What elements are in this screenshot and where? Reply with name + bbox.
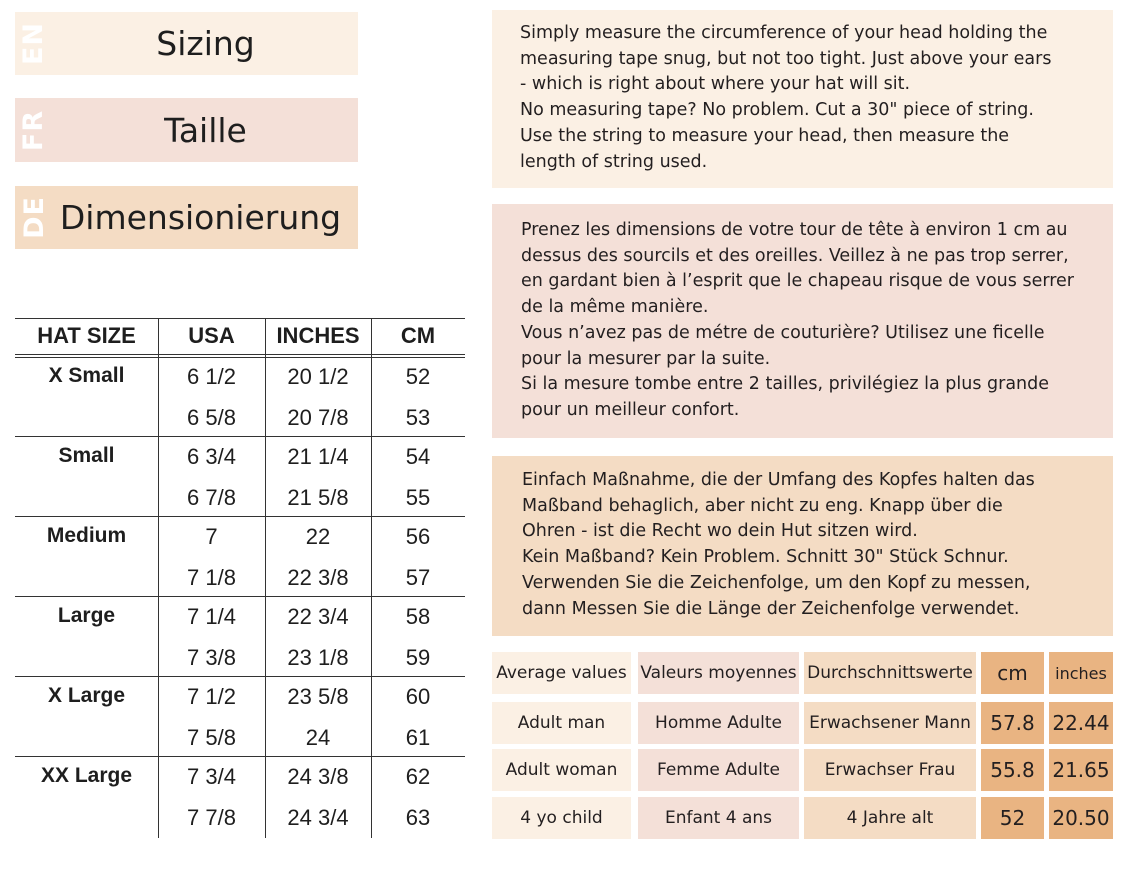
cm-size-cell: 53	[405, 405, 431, 430]
lang-code-en: EN	[18, 21, 50, 66]
inches-size-cell: 20 1/2	[287, 364, 349, 389]
table-header-rule	[15, 357, 465, 358]
table-top-rule	[15, 318, 465, 319]
lang-code-fr: FR	[18, 109, 50, 151]
hat-size-label: X Large	[47, 684, 126, 707]
avg-header-cell: Valeurs moyennes	[638, 652, 799, 694]
cm-size-cell: 52	[405, 364, 431, 389]
table-header-cell: HAT SIZE	[37, 323, 136, 348]
description-line: Verwenden Sie die Zeichenfolge, um den Kopf zu messen,	[522, 572, 1031, 593]
cm-size-cell: 55	[405, 485, 431, 510]
usa-size-cell: 7 1/8	[187, 565, 236, 590]
cm-size-cell: 60	[405, 684, 431, 709]
cm-size-cell: 61	[405, 725, 431, 750]
cm-size-cell: 54	[405, 444, 431, 469]
description-de	[492, 456, 1113, 636]
hat-size-label: Large	[57, 604, 116, 627]
description-line: Maßband behaglich, aber nicht zu eng. Knapp über die	[522, 495, 1003, 516]
lang-title-de: Dimensionierung	[59, 198, 342, 237]
description-line: pour la mesurer par la suite.	[521, 348, 771, 369]
usa-size-cell: 7 3/8	[187, 645, 236, 670]
table-row-divider	[15, 436, 465, 437]
description-line: length of string used.	[520, 151, 708, 172]
table-header-cell: INCHES	[276, 323, 360, 348]
inches-size-cell: 24 3/8	[287, 764, 349, 789]
cm-size-cell: 59	[405, 645, 431, 670]
description-line: pour un meilleur confort.	[521, 399, 740, 420]
avg-cell-de: Erwachser Frau	[804, 749, 976, 791]
description-line: Simply measure the circumference of your head holding the	[520, 23, 1048, 43]
inches-size-cell: 24 3/4	[287, 805, 349, 830]
hat-size-label: XX Large	[40, 764, 133, 787]
avg-cell-cm: 55.8	[981, 749, 1044, 791]
avg-header-cell: Average values	[492, 652, 631, 694]
lang-header-fr	[15, 98, 358, 162]
inches-size-cell: 20 7/8	[287, 405, 349, 430]
cm-size-cell: 57	[405, 565, 431, 590]
inches-size-cell: 22	[305, 524, 331, 549]
description-line: Prenez les dimensions de votre tour de tête à environ 1 cm au	[521, 220, 1068, 240]
inches-size-cell: 23 1/8	[287, 645, 349, 670]
description-line: Vous n’avez pas de métre de couturière? Utilisez une ficelle	[521, 322, 1045, 343]
avg-cell-fr: Homme Adulte	[638, 702, 799, 744]
usa-size-cell: 7 3/4	[187, 764, 236, 789]
table-row-divider	[15, 676, 465, 677]
avg-cell-cm: 52	[981, 797, 1044, 839]
lang-title-en: Sizing	[156, 24, 255, 63]
lang-header-en	[15, 12, 358, 75]
description-line: dessus des sourcils et des oreilles. Veillez à ne pas trop serrer,	[521, 245, 1069, 266]
table-header-rule	[15, 354, 465, 355]
description-line: Si la mesure tombe entre 2 tailles, privilégiez la plus grande	[521, 374, 1050, 395]
avg-header-cell: inches	[1049, 652, 1113, 694]
cm-size-cell: 62	[405, 764, 431, 789]
usa-size-cell: 6 7/8	[187, 485, 236, 510]
avg-cell-de: 4 Jahre alt	[804, 797, 976, 839]
avg-cell-fr: Enfant 4 ans	[638, 797, 799, 839]
inches-size-cell: 24	[305, 725, 331, 750]
inches-size-cell: 22 3/8	[287, 565, 349, 590]
avg-cell-de: Erwachsener Mann	[804, 702, 976, 744]
inches-size-cell: 22 3/4	[287, 604, 349, 629]
inches-size-cell: 23 5/8	[287, 684, 349, 709]
inches-size-cell: 21 1/4	[287, 444, 349, 469]
avg-cell-fr: Femme Adulte	[638, 749, 799, 791]
avg-cell-inches: 21.65	[1049, 749, 1113, 791]
cm-size-cell: 63	[405, 805, 431, 830]
usa-size-cell: 7	[205, 524, 218, 549]
hat-size-table	[15, 318, 465, 838]
avg-cell-en: Adult woman	[492, 749, 631, 791]
avg-cell-inches: 22.44	[1049, 702, 1113, 744]
avg-header-cell: cm	[981, 652, 1044, 694]
lang-code-de: DE	[18, 196, 50, 239]
description-line: de la même manière.	[521, 297, 709, 318]
cm-size-cell: 58	[405, 604, 431, 629]
description-line: measuring tape snug, but not too tight. Just above your ears	[520, 48, 1052, 69]
description-fr	[492, 204, 1113, 438]
usa-size-cell: 7 5/8	[187, 725, 236, 750]
inches-size-cell: 21 5/8	[287, 485, 349, 510]
avg-cell-cm: 57.8	[981, 702, 1044, 744]
description-line: Einfach Maßnahme, die der Umfang des Kopfes halten das	[522, 470, 1035, 490]
cm-size-cell: 56	[405, 524, 431, 549]
avg-cell-en: 4 yo child	[492, 797, 631, 839]
hat-size-label: Medium	[46, 524, 127, 547]
avg-header-cell: Durchschnittswerte	[804, 652, 976, 694]
description-line: en gardant bien à l’esprit que le chapeau risque de vous serrer	[521, 271, 1074, 292]
table-row-divider	[15, 756, 465, 757]
description-line: - which is right about where your hat will sit.	[520, 74, 911, 95]
description-en	[492, 10, 1113, 188]
lang-title-fr: Taille	[164, 110, 247, 150]
hat-size-label: Small	[58, 444, 115, 467]
usa-size-cell: 7 1/2	[187, 684, 236, 709]
hat-size-label: X Small	[48, 364, 125, 387]
description-line: No measuring tape? No problem. Cut a 30" piece of string.	[520, 100, 1034, 121]
usa-size-cell: 6 5/8	[187, 405, 236, 430]
avg-cell-inches: 20.50	[1049, 797, 1113, 839]
table-header-cell: USA	[188, 323, 235, 348]
description-line: dann Messen Sie die Länge der Zeichenfolge verwendet.	[522, 598, 1020, 619]
table-row-divider	[15, 516, 465, 517]
description-line: Use the string to measure your head, then measure the	[520, 125, 1010, 146]
table-header-cell: CM	[400, 323, 436, 348]
usa-size-cell: 6 3/4	[187, 444, 236, 469]
usa-size-cell: 6 1/2	[187, 364, 236, 389]
table-row-divider	[15, 596, 465, 597]
description-line: Ohren - ist die Recht wo dein Hut sitzen wird.	[522, 521, 918, 542]
lang-header-de	[15, 186, 358, 249]
avg-cell-en: Adult man	[492, 702, 631, 744]
usa-size-cell: 7 1/4	[187, 604, 236, 629]
description-line: Kein Maßband? Kein Problem. Schnitt 30" Stück Schnur.	[522, 547, 1009, 568]
usa-size-cell: 7 7/8	[187, 805, 236, 830]
